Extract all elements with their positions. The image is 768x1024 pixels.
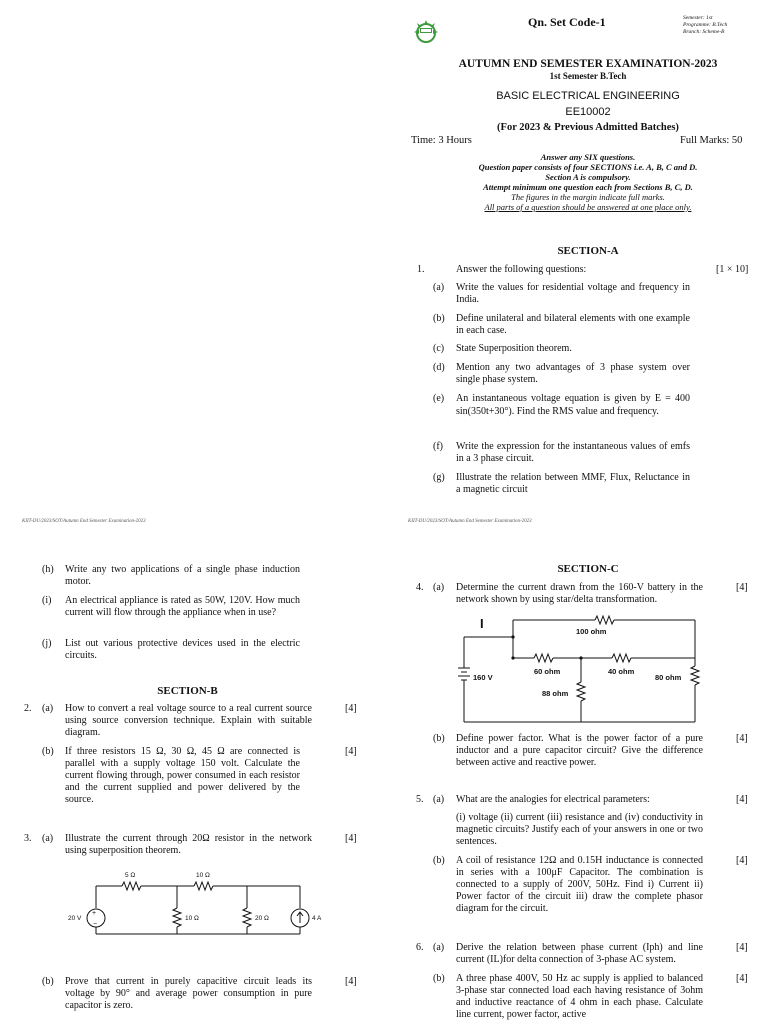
q3a-text: Illustrate the current through 20Ω resistor in the network using superposition theorem. <box>65 833 312 856</box>
q6a-label: (a) <box>433 942 445 953</box>
q5a-marks: [4] <box>736 794 748 805</box>
q4-number: 4. <box>416 582 424 593</box>
q5b-label: (b) <box>433 855 445 866</box>
q3a-marks: [4] <box>345 833 357 844</box>
q1e-text: An instantaneous voltage equation is given by E = 400 sin(350t+30°). Find the RMS value and frequency. <box>456 393 690 417</box>
q1b-label: (b) <box>433 313 445 324</box>
resistor-80-label: 80 ohm <box>655 673 682 682</box>
instruction-line: Answer any SIX questions. <box>540 152 636 162</box>
resistor-10-shunt-label: 10 Ω <box>185 915 199 922</box>
q1-number: 1. <box>417 264 425 275</box>
footer-left: KIIT-DU/2023/SOT/Autumn End Semester Examination-2023 <box>22 519 146 524</box>
semester-line: 1st Semester B.Tech <box>549 71 627 81</box>
battery-160v-label: 160 V <box>473 673 493 682</box>
q4a-label: (a) <box>433 582 445 593</box>
resistor-5-label: 5 Ω <box>125 872 136 879</box>
q1i-text: An electrical appliance is rated as 50W, 120V. How much current will flow through the appliance when in use? <box>65 595 300 618</box>
batches-line: (For 2023 & Previous Admitted Batches) <box>497 122 679 133</box>
section-c-heading: SECTION-C <box>557 563 619 575</box>
q1f-label: (f) <box>433 441 443 452</box>
full-marks: Full Marks: 50 <box>680 135 743 146</box>
q6a-marks: [4] <box>736 942 748 953</box>
q1g-text: Illustrate the relation between MMF, Flux, Reluctance in a magnetic circuit <box>456 472 690 495</box>
q6b-marks: [4] <box>736 973 748 984</box>
q4b-label: (b) <box>433 733 445 744</box>
q1h-text: Write any two applications of a single phase induction motor. <box>65 564 300 587</box>
q1f-text: Write the expression for the instantaneous values of emfs in a 3 phase circuit. <box>456 441 690 464</box>
voltage-plus-sign: + <box>92 910 97 917</box>
q5-number: 5. <box>416 794 424 805</box>
q1d-text: Mention any two advantages of 3 phase system over single phase system. <box>456 362 690 385</box>
section-a-heading: SECTION-A <box>557 245 619 257</box>
q1c-label: (c) <box>433 343 445 354</box>
q2b-label: (b) <box>42 746 54 757</box>
q6b-text: A three phase 400V, 50 Hz ac supply is applied to balanced 3-phase star connected load each having resistance of 3ohm and inductive reactance of 4 ohm in each phase. Calculate line current, power factor, active <box>456 973 703 1020</box>
resistor-88-label: 88 ohm <box>542 689 569 698</box>
meta-programme: Programme: B.Tech <box>683 22 728 28</box>
q1e-label: (e) <box>433 393 445 404</box>
resistor-40-label: 40 ohm <box>608 667 635 676</box>
instruction-line: All parts of a question should be answered at one place only. <box>484 202 692 212</box>
q3b-label: (b) <box>42 976 54 987</box>
q2b-text: If three resistors 15 Ω, 30 Ω, 45 Ω are connected is parallel with a supply voltage 150 volt. Calculate the current flowing through, power consumed in each resistor and the current supplied and power delivered by the source. <box>65 746 300 805</box>
q6b-label: (b) <box>433 973 445 984</box>
resistor-60-label: 60 ohm <box>534 667 561 676</box>
star-delta-circuit-diagram <box>452 610 710 728</box>
section-b-heading: SECTION-B <box>157 685 218 697</box>
instruction-line: Attempt minimum one question each from Sections B, C, D. <box>483 182 693 192</box>
q1c-text: State Superposition theorem. <box>456 343 572 354</box>
resistor-10-label: 10 Ω <box>196 872 210 879</box>
q1h-label: (h) <box>42 564 54 575</box>
q6-number: 6. <box>416 942 424 953</box>
q5a-subparts: (i) voltage (ii) current (iii) resistance and (iv) conductivity in magnetic circuits? Justify each of your answers in one or two sentences. <box>456 812 703 847</box>
footer-right: KIIT-DU/2023/SOT/Autumn End Semester Examination-2023 <box>408 519 532 524</box>
exam-title: AUTUMN END SEMESTER EXAMINATION-2023 <box>458 58 718 70</box>
instruction-line: Question paper consists of four SECTIONS i.e. A, B, C and D. <box>478 162 698 172</box>
q1d-label: (d) <box>433 362 445 373</box>
q5a-text: What are the analogies for electrical parameters: <box>456 794 650 805</box>
current-i-label: I <box>480 616 484 631</box>
q3b-marks: [4] <box>345 976 357 987</box>
q5a-label: (a) <box>433 794 445 805</box>
exam-meta <box>683 15 727 36</box>
voltage-source-label: 20 V <box>68 915 82 922</box>
instruction-line: Section A is compulsory. <box>545 172 631 182</box>
q3b-text: Prove that current in purely capacitive circuit leads its voltage by 90° and average power consumption in pure capacitor is zero. <box>65 976 312 1011</box>
resistor-100-label: 100 ohm <box>576 627 607 636</box>
q4b-marks: [4] <box>736 733 748 744</box>
q2a-text: How to convert a real voltage source to a real current source using source conversion technique. Explain with suitable diagram. <box>65 703 312 738</box>
instruction-line: The figures in the margin indicate full marks. <box>511 192 665 202</box>
q1a-text: Write the values for residential voltage and frequency in India. <box>456 282 690 305</box>
q2-number: 2. <box>24 703 32 714</box>
q1j-text: List out various protective devices used in the electric circuits. <box>65 638 300 661</box>
exam-time: Time: 3 Hours <box>411 135 472 146</box>
meta-branch: Branch: Scheme-B <box>683 29 725 35</box>
q5b-text: A coil of resistance 12Ω and 0.15H inductance is connected in series with a 100μF Capacitor. The combination is connected to a supply of 200V, 50Hz. Find i) Current ii) Power factor of the circuit iii) draw the complete phasor diagram for the circuit. <box>456 855 703 914</box>
q4b-text: Define power factor. What is the power factor of a pure inductor and a pure capacitor circuit? Give the difference between active and reactive power. <box>456 733 703 768</box>
q3a-label: (a) <box>42 833 54 844</box>
set-code: Qn. Set Code-1 <box>528 15 606 29</box>
q5b-marks: [4] <box>736 855 748 866</box>
q2b-marks: [4] <box>345 746 357 757</box>
q2a-label: (a) <box>42 703 54 714</box>
meta-semester: Semester: 1st <box>683 15 713 21</box>
q1-text: Answer the following questions: <box>456 264 587 275</box>
q4a-text: Determine the current drawn from the 160-V battery in the network shown by using star/delta transformation. <box>456 582 703 605</box>
instructions <box>410 152 766 212</box>
q6a-text: Derive the relation between phase current (Iph) and line current (IL)for delta connection of 3-phase AC system. <box>456 942 703 965</box>
q1j-label: (j) <box>42 638 52 649</box>
q1i-label: (i) <box>42 595 52 606</box>
q1a-label: (a) <box>433 282 445 293</box>
q3-number: 3. <box>24 833 32 844</box>
q1b-text: Define unilateral and bilateral elements with one example in each case. <box>456 313 690 336</box>
q2a-marks: [4] <box>345 703 357 714</box>
resistor-20-label: 20 Ω <box>255 915 269 922</box>
q4a-marks: [4] <box>736 582 748 593</box>
superposition-circuit-diagram <box>64 864 330 940</box>
q1g-label: (g) <box>433 472 445 483</box>
subject-code: EE10002 <box>565 106 611 118</box>
university-logo <box>412 18 438 44</box>
subject-name: BASIC ELECTRICAL ENGINEERING <box>496 90 680 102</box>
voltage-minus-sign: − <box>93 921 98 928</box>
current-source-label: 4 A <box>312 915 322 922</box>
q1-marks: [1 × 10] <box>716 264 749 275</box>
